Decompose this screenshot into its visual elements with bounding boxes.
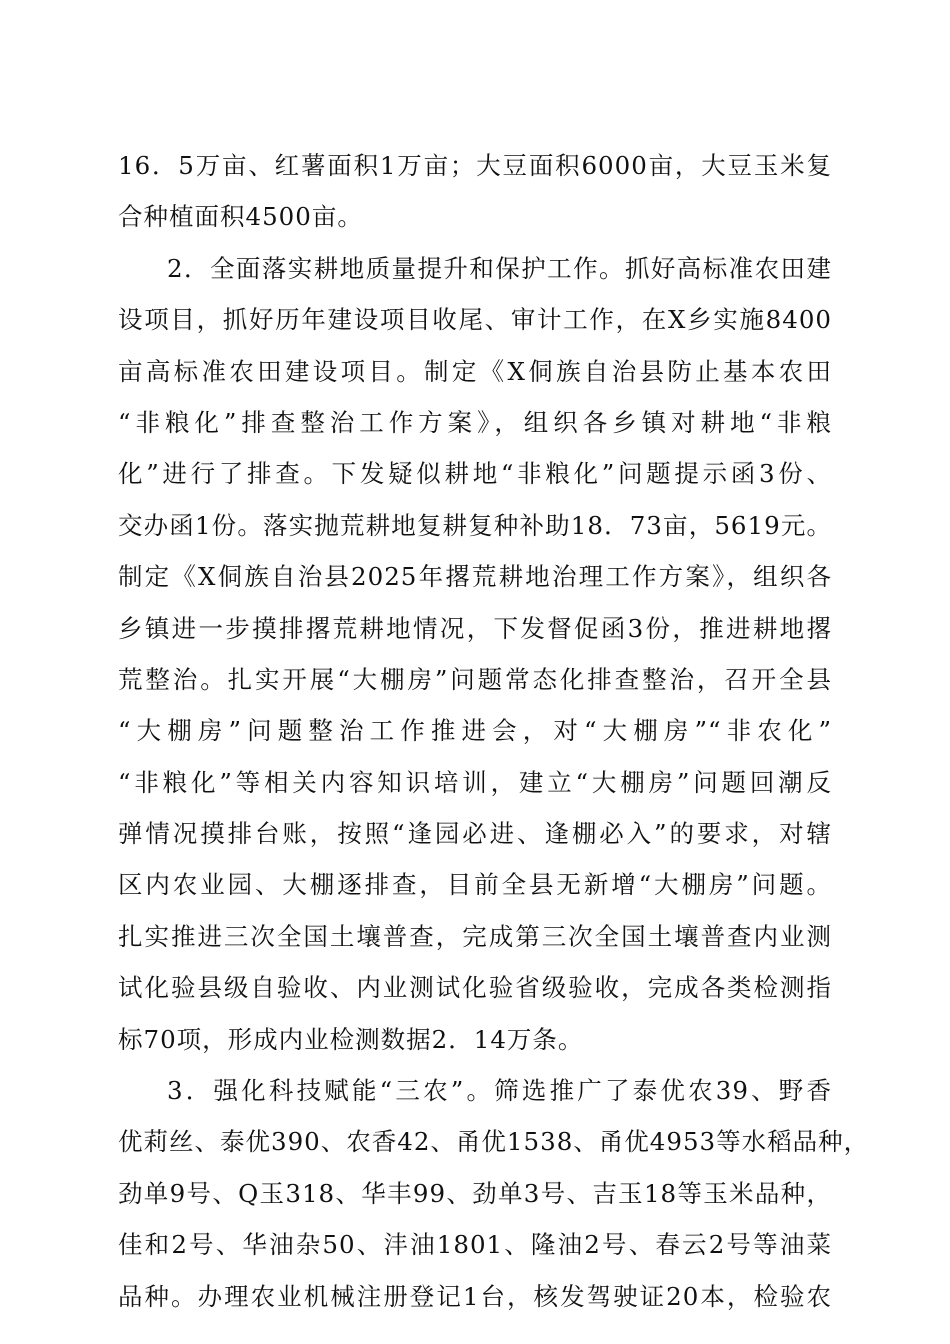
text-line: 优莉丝、泰优390、农香42、甬优1538、甬优4953等水稻品种， (118, 1127, 870, 1157)
text-line: 劲单9号、Q玉318、华丰99、劲单3号、吉玉18等玉米品种， (118, 1178, 832, 1208)
text-line: 化”进行了排查。下发疑似耕地“非粮化”问题提示函3份、 (118, 459, 832, 489)
text-line: 交办函1份。落实抛荒耕地复耕复种补助18．73亩，5619元。 (118, 510, 832, 540)
text-line: “非粮化”排查整治工作方案》，组织各乡镇对耕地“非粮 (118, 407, 832, 437)
text-line: 设项目，抓好历年建设项目收尾、审计工作，在X乡实施8400 (118, 305, 832, 335)
text-line: 亩高标准农田建设项目。制定《X侗族自治县防止基本农田 (118, 356, 832, 386)
body-text (118, 140, 870, 1322)
text-line: 合种植面积4500亩。 (118, 202, 363, 232)
text-line: 佳和2号、华油杂50、沣油1801、隆油2号、春云2号等油菜 (118, 1230, 832, 1260)
section-heading-line: 3．强化科技赋能“三农”。筛选推广了泰优农39、野香 (167, 1076, 832, 1106)
text-line: 扎实推进三次全国土壤普查，完成第三次全国土壤普查内业测 (118, 921, 832, 951)
text-line: 品种。办理农业机械注册登记1台，核发驾驶证20本，检验农 (118, 1281, 832, 1311)
text-line: 试化验县级自验收、内业测试化验省级验收，完成各类检测指 (118, 973, 832, 1003)
section-heading-line: 2．全面落实耕地质量提升和保护工作。抓好高标准农田建 (167, 253, 832, 283)
text-line: 弹情况摸排台账，按照“逢园必进、逢棚必入”的要求，对辖 (118, 819, 832, 849)
text-line: 乡镇进一步摸排撂荒耕地情况，下发督促函3份，推进耕地撂 (118, 613, 832, 643)
text-line: “非粮化”等相关内容知识培训，建立“大棚房”问题回潮反 (118, 767, 832, 797)
text-line: 区内农业园、大棚逐排查，目前全县无新增“大棚房”问题。 (118, 870, 832, 900)
text-line: 16．5万亩、红薯面积1万亩；大豆面积6000亩，大豆玉米复 (118, 151, 832, 180)
text-line: 荒整治。扎实开展“大棚房”问题常态化排查整治，召开全县 (118, 664, 832, 694)
text-line: 制定《X侗族自治县2025年撂荒耕地治理工作方案》，组织各 (118, 562, 832, 592)
text-line: “大棚房”问题整治工作推进会，对“大棚房”“非农化” (118, 716, 832, 746)
text-line: 标70项，形成内业检测数据2．14万条。 (118, 1024, 584, 1054)
